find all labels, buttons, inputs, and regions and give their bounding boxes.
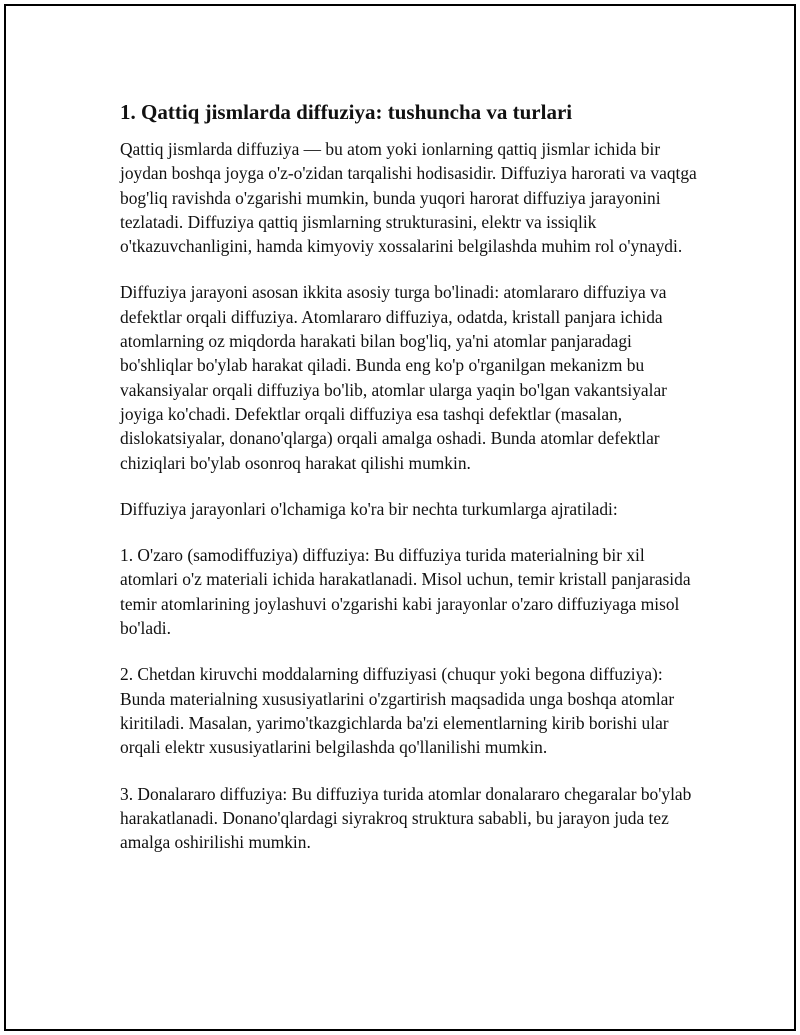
page-frame <box>4 4 796 1031</box>
paragraph-definition: Qattiq jismlarda diffuziya — bu atom yoki ionlarning qattiq jismlar ichida bir joydan boshqa joyga o'z-o'zidan tarqalishi hodisasidir. Diffuziya harorati va vaqtga bog'liq ravishda o'zgarishi mumkin, bunda yuqori harorat diffuziya jarayonini tezlatadi. Diffuziya qattiq jismlarning strukturasini, elektr va issiqlik o'tkazuvchanligini, hamda kimyoviy xossalarini belgilashda muhim rol o'ynaydi. <box>120 139 697 257</box>
paragraph-types: Diffuziya jarayoni asosan ikkita asosiy turga bo'linadi: atomlararo diffuziya va defektlar orqali diffuziya. Atomlararo diffuziya, odatda, kristall panjara ichida atomlarning oz miqdorda harakati bilan bog'liq, ya'ni atomlar panjaradagi bo'shliqlar bo'ylab harakat qiladi. Bunda eng ko'p o'rganilgan mekanizm bu vakansiyalar orqali diffuziya bo'lib, atomlar ularga yaqin bo'lgan vakantsiyalar joyiga ko'chadi. Defektlar orqali diffuziya esa tashqi defektlar (masalan, dislokatsiyalar, donano'qlarga) orqali amalga oshadi. Bunda atomlar defektlar chiziqlari bo'ylab osonroq harakat qilishi mumkin. <box>120 282 667 473</box>
paragraph-self-diffusion: 1. O'zaro (samodiffuziya) diffuziya: Bu diffuziya turida materialning bir xil atomlari o'z materiali ichida harakatlanadi. Misol uchun, temir kristall panjarasida temir atomlarining joylashuvi o'zgarishi kabi jarayonlar o'zaro diffuziyaga misol bo'ladi. <box>120 545 691 639</box>
document-title: 1. Qattiq jismlarda diffuziya: tushuncha va turlari <box>120 100 573 124</box>
paragraph-classification-intro: Diffuziya jarayonlari o'lchamiga ko'ra bir nechta turkumlarga ajratiladi: <box>120 498 618 519</box>
paragraph-grain-boundary-diffusion: 3. Donalararo diffuziya: Bu diffuziya turida atomlar donalararo chegaralar bo'ylab harakatlanadi. Donano'qlardagi siyrakroq struktura sababli, bu jarayon juda tez amalga oshirilishi mumkin. <box>120 783 692 853</box>
paragraph-impurity-diffusion: 2. Chetdan kiruvchi moddalarning diffuziyasi (chuqur yoki begona diffuziya): Bunda materialning xususiyatlarini o'zgartirish maqsadida unga boshqa atomlar kiritiladi. Masalan, yarimo'tkazgichlarda ba'zi elementlarning kirib borishi ular orqali elektr xususiyatlarini belgilashda qo'llanilishi mumkin. <box>120 664 675 758</box>
document-body <box>120 99 705 854</box>
